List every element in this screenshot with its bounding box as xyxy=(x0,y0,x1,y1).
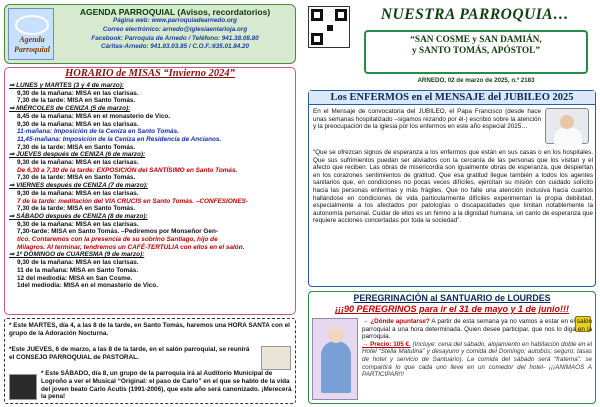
schedule-entry: 12 del mediodía: MISA en San Cosme. xyxy=(17,274,133,282)
schedule-day-heading: ⇒ MIÉRCOLES de CENIZA (5 de marzo): xyxy=(9,105,131,113)
schedule-entry: 11 de la mañana: MISA en Santo Tomás. xyxy=(17,266,139,274)
schedule-day-heading: ⇒ VIERNES después de CENIZA (7 de marzo): xyxy=(9,182,148,190)
schedule-entry: tico. Contaremos con la presencia de su sobrino Santiago, hijo de xyxy=(17,236,218,244)
horario-title: HORARIO de MISAS “Invierno 2024” xyxy=(65,68,235,79)
peregrinacion-section xyxy=(308,291,596,404)
virgin-image xyxy=(312,318,358,400)
schedule-entry: 7,30 de la tarde: MISA en Santo Tomás. xyxy=(17,205,136,213)
schedule-entry: 8,45 de la mañana: MISA en el monasterio de Vico. xyxy=(17,112,171,120)
schedule-entry: Milagros. Al terminar, tendremos un CAFÉ-TERTULIA con ellos en el salón. xyxy=(17,243,245,251)
pope-image xyxy=(545,108,589,144)
schedule-entry: 1del mediodía: MISA en el monasterio de Vico. xyxy=(17,282,158,290)
donde-label: → ¿Dónde apuntarse? xyxy=(362,318,430,325)
schedule-entry: 7,30 de la tarde: MISA en Santo Tomás. xyxy=(17,97,136,105)
horario-section xyxy=(4,67,296,315)
schedule-entry: 9,30 de la mañana: MISA en las clarisas. xyxy=(17,259,139,267)
schedule-entry: De 6,30 a 7,30 de la tarde: EXPOSICIÓN del SANTÍSIMO en Santo Tomás. xyxy=(17,166,238,174)
horario-list xyxy=(9,82,293,290)
musical-image xyxy=(9,374,37,400)
schedule-entry: 7 de la tarde: meditación del VIA CRUCIS en Santo Tomás. –CONFESIONES- xyxy=(17,197,249,205)
santos-line-1: “SAN COSME y SAN DAMIÁN, xyxy=(410,35,542,45)
notice-hora-santa: * Este MARTES, día 4, a las 8 de la tarde, en Santo Tomás, haremos una HORA SANTA con el grupo de la Adoración Nocturna. xyxy=(9,322,290,337)
jubileo-intro: En el Mensaje de convocatoria del JUBILEO, el Papa Francisco (desde hace unas semanas hospitalizado –sigamos rezando por él-) escribió sobre la atención y la preocupación de la iglesia por los enfermos en este año especial 2025… xyxy=(313,108,541,131)
nuestra-title: NUESTRA PARROQUIA… xyxy=(380,6,570,23)
schedule-entry: 7,30 de la tarde: MISA en Santo Tomás. xyxy=(17,174,136,182)
peregrinacion-subtitle: ¡¡¡90 PEREGRINOS para ir el 31 de mayo y 1 de junio!!! xyxy=(334,304,570,314)
schedule-entry: 9,30 de la mañana: MISA en las clarisas. xyxy=(17,189,139,197)
right-column xyxy=(302,0,600,407)
logo-line-1: Agenda xyxy=(19,35,45,44)
schedule-entry: 11,45-mañana: Imposición de la Ceniza en Residencia de Ancianos. xyxy=(17,135,222,143)
schedule-entry: 9,30 de la mañana: MISA en las clarisas. xyxy=(17,120,139,128)
donde-text: A partir de esta semana ya no vamos a estar en el salón parroquial a una hora determinada. Quien desee participar, que nos lo diga en la parroquia. xyxy=(362,318,592,341)
jubileo-quote: “Que se ofrezcan signos de esperanza a los enfermos que están en sus casas o en los hospitales. Que sus sufrimientos puedan ser aliviados con la cercanía de las personas que los visitan y el afecto que reciben. Las obras de misericordia son igualmente obras de esperanza, que despiertan en los corazones sentimientos de gratitud. Que esa gratitud llegue también a todos los agentes sanitarios que, en condiciones no pocas veces difíciles, ejercitan su misión con cuidado solícito hacia las personas enfermas y más frágiles. Que no falte una atención inclusiva hacia cuantos hallándose en condiciones de vida particularmente difíciles experimentan la propia debilidad, especialmente a los afectados por patologías o discapacidades que limitan notablemente la autonomía personal. Cuidar de ellos es un himno a la dignidad humana, un canto de esperanza que requiere acciones concertadas por toda la sociedad”. xyxy=(313,149,593,225)
schedule-day-heading: ⇒ LUNES y MARTES (3 y 4 de marzo): xyxy=(9,82,124,89)
schedule-entry: 9,30 de la mañana: MISA en las clarisas. xyxy=(17,220,139,228)
peregrinacion-text xyxy=(362,318,592,379)
schedule-entry: 7,30 de la tarde: MISA en Santo Tomás. xyxy=(17,143,136,151)
jubileo-section xyxy=(308,90,596,287)
peregrinacion-title: PEREGRINACIÓN al SANTUARIO de LOURDES xyxy=(353,293,551,303)
agenda-logo xyxy=(8,8,54,60)
notice-musical: * Este SÁBADO, día 8, un grupo de la parroquia irá al Auditorio Municipal de Logroño a ver el Musical “Original: el paso de Carlo” en el que se hablo de la vida del joven beato Carlo Acutis (1991-2006), que este año será canonizado. ¡Merecerá la pena! xyxy=(41,370,292,401)
notice-consejo: *Este JUEVES, 6 de marzo, a las 8 de la tarde, en el salón parroquial, se reunirá el CONSEJO PARROQUIAL de PASTORAL. xyxy=(9,346,250,361)
schedule-day-heading: ⇒ JUEVES después de CENIZA (6 de marzo): xyxy=(9,151,146,159)
logo-line-2: Parroquial xyxy=(13,45,50,54)
santos-box xyxy=(364,30,588,74)
agenda-web[interactable]: Página web: www.parroquiadearnedo.org xyxy=(113,17,237,24)
agenda-header xyxy=(4,4,296,64)
santos-line-2: y SANTO TOMÁS, APÓSTOL” xyxy=(412,46,540,56)
qr-code-icon[interactable] xyxy=(308,6,350,48)
agenda-title: AGENDA PARROQUIAL (Avisos, recordatorios) xyxy=(79,7,271,17)
jubileo-title: Los ENFERMOS en el MENSAJE del JUBILEO 2025 xyxy=(309,91,595,105)
schedule-entry: 11-mañana: Imposición de la Ceniza en Santo Tomás. xyxy=(17,128,179,136)
schedule-entry: 7,30-tarde: MISA en Santo Tomás. –Pediremos por Monseñor Gen- xyxy=(17,228,218,236)
schedule-day-heading: ⇒ SÁBADO después de CENIZA (8 de marzo): xyxy=(9,212,148,220)
schedule-entry: 9,30 de la mañana: MISA en las clarisas. xyxy=(17,89,139,97)
schedule-entry: 9,30 de la mañana: MISA en las clarisas. xyxy=(17,159,139,167)
consejo-image xyxy=(261,346,291,370)
notices-box xyxy=(4,318,296,404)
agenda-facebook-phone: Facebook: Parroquia de Arnedo / Teléfono: 941.38.08.80 xyxy=(91,34,259,42)
schedule-day-heading: ⇒ 1º DOMINGO de CUARESMA (9 de marzo): xyxy=(9,251,145,259)
agenda-email[interactable]: Correo electrónico: arnedo@iglesiaenlarioja.org xyxy=(102,25,248,33)
agenda-caritas: Cáritas-Arnedo: 941.83.03.85 / C.O.F.:635.01.84.20 xyxy=(100,43,250,51)
precio-text: (Incluye: cena del sábado, alojamiento en habitación doble en el Hotel “Stella Matutina” y desayuno y comida del Domingo; autobús; seguro; tasas de hotel y servicio de Santuario). La comida del sábado será “fraterna”: se compartirá lo que cada uno lleve en un comedor del hotel- ¡¡¡ANIMAOS A PARTICIPAR!!! xyxy=(362,340,592,379)
issue-date: ARNEDO, 02 de marzo de 2025, n.º 2183 xyxy=(417,77,535,84)
precio-label: → Precio: 105 €. xyxy=(362,340,411,348)
